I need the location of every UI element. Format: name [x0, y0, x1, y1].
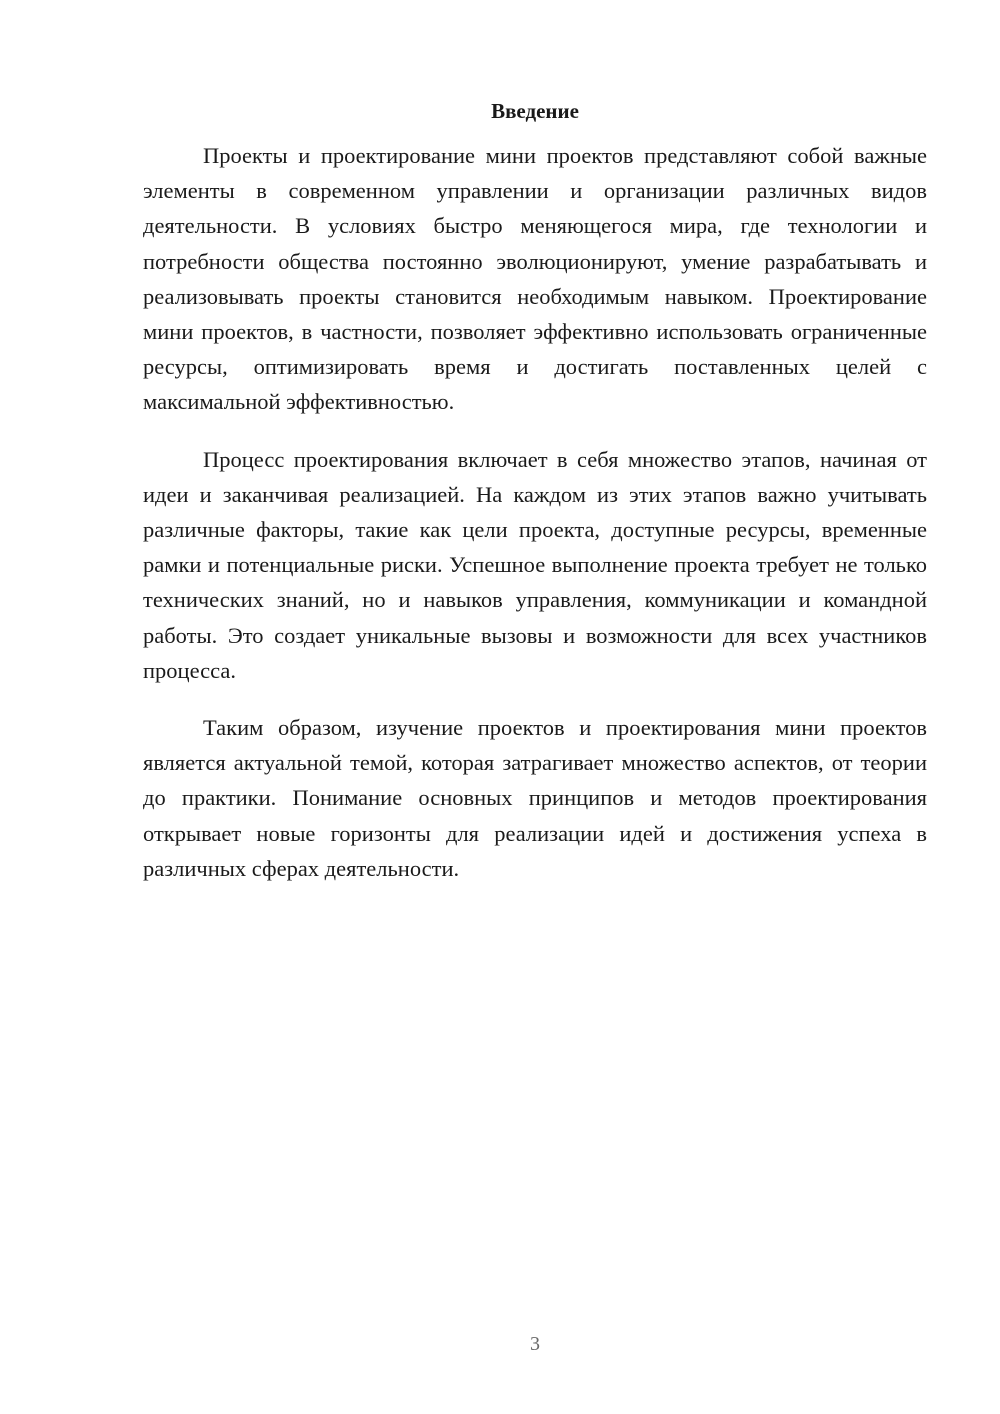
page-number: 3 [530, 1333, 540, 1355]
paragraph-1: Проекты и проектирование мини проектов представляют собой важные элементы в современном управлении и организации различных видов деятельности. В условиях быстро меняющегося мира, где технологии и потребности общества постоянно эволюционируют, умение разрабатывать и реализовывать проекты становится необходимым навыком. Проектирование мини проектов, в частности, позволяет эффективно использовать ограниченные ресурсы, оптимизировать время и достигать поставленных целей с максимальной эффективностью. [143, 143, 927, 415]
paragraph-2: Процесс проектирования включает в себя множество этапов, начиная от идеи и заканчивая реализацией. На каждом из этих этапов важно учитывать различные факторы, такие как цели проекта, доступные ресурсы, временные рамки и потенциальные риски. Успешное выполнение проекта требует не только технических знаний, но и навыков управления, коммуникации и командной работы. Это создает уникальные вызовы и возможности для всех участников процесса. [143, 446, 927, 683]
paragraph-3: Таким образом, изучение проектов и проектирования мини проектов является актуальной темой, которая затрагивает множество аспектов, от теории до практики. Понимание основных принципов и методов проектирования открывает новые горизонты для реализации идей и достижения успеха в различных сферах деятельности. [143, 715, 927, 881]
section-heading: Введение [491, 99, 579, 123]
document-page [143, 96, 927, 908]
